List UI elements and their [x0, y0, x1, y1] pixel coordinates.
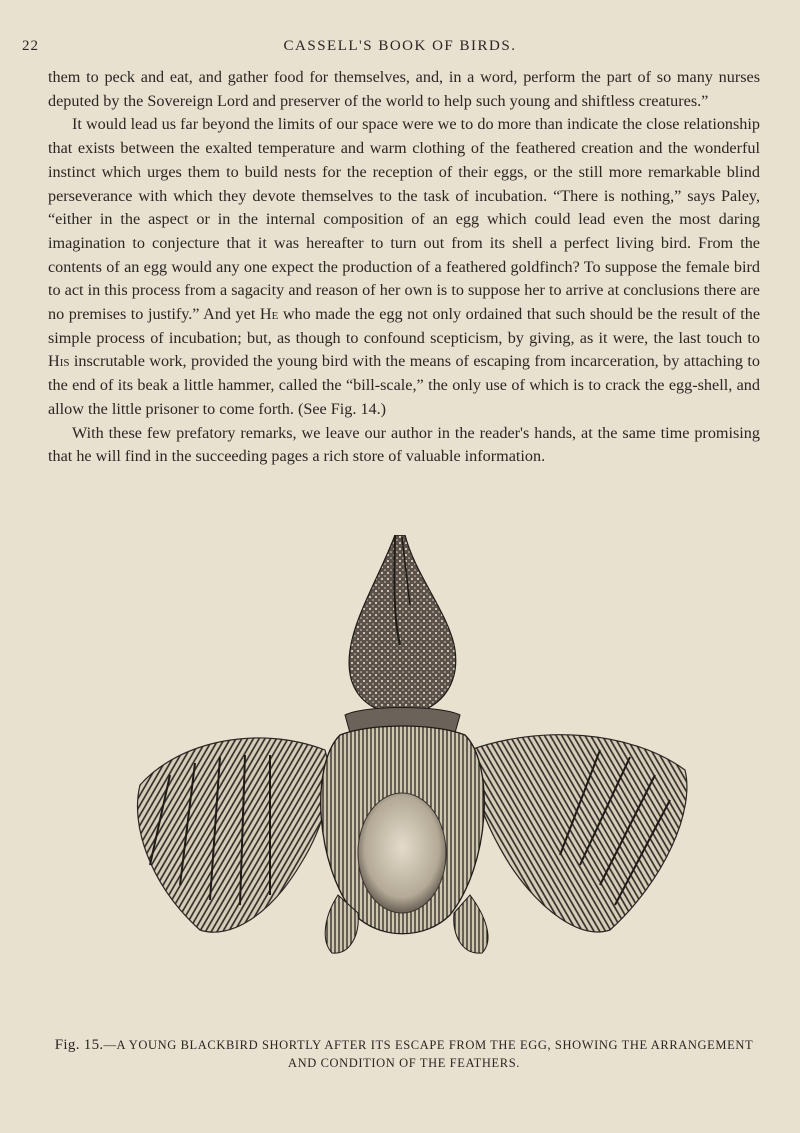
paragraph-2-end: inscrutable work, provided the young bird with the means of escaping from incarceration, by attaching to the end of its beak a little hammer, called the “bill-scale,” the only use of which is to crack the egg-shell, and allow the little prisoner to come forth. (See Fig. 14.): [48, 352, 760, 418]
paragraph-3: With these few prefatory remarks, we leave our author in the reader's hands, at the same time promising that he will find in the succeeding pages a rich store of valuable information.: [48, 423, 760, 466]
figure-caption-text: —A YOUNG BLACKBIRD SHORTLY AFTER ITS ESCAPE FROM THE EGG, SHOWING THE ARRANGEMENT AND CONDITION OF THE FEATHERS.: [103, 1038, 754, 1070]
page-number: 22: [22, 38, 39, 54]
his-word: His: [48, 352, 70, 371]
paragraph-2: [48, 113, 760, 421]
figure-caption: [48, 1036, 760, 1072]
blackbird-engraving: [110, 535, 700, 955]
body-text: [48, 66, 760, 469]
figure-label: Fig. 15.: [54, 1037, 104, 1053]
paragraph-1: them to peck and eat, and gather food for themselves, and, in a word, perform the part of so many nurses deputed by the Sovereign Lord and preserver of the world to help such young and shiftless creatures.”: [48, 68, 760, 110]
he-word: He: [259, 305, 279, 324]
right-leg: [454, 895, 488, 953]
running-head: CASSELL'S BOOK OF BIRDS.: [283, 38, 517, 54]
head: [349, 535, 456, 715]
right-wing: [470, 735, 687, 932]
paragraph-2-text: It would lead us far beyond the limits of our space were we to do more than indicate the close relationship that exists between the exalted temperature and warm clothing of the feathered creation and the wonderful instinct which urges them to build nests for the reception of their eggs, or the still more remarkable blind perseverance with which they devote themselves to the task of incubation. “There is nothing,” says Paley, “either in the aspect or in the internal composition of an egg which could lead even the most daring imagination to conjecture that it was hereafter to turn out from its shell a perfect living bird. From the contents of an egg would any one expect the production of a feathered goldfinch? To suppose the female bird to act in this process from a sagacity and reason of her own is to suppose her to arrive at conclusions there are no premises to justify.” And yet: [48, 115, 760, 324]
left-wing: [138, 738, 329, 932]
paragraph-2-mid: who made the egg not only ordained that such should be the result of the simple process of incubation; but, as though to confound scepticism, by giving, as it were, the last touch to: [48, 305, 761, 347]
